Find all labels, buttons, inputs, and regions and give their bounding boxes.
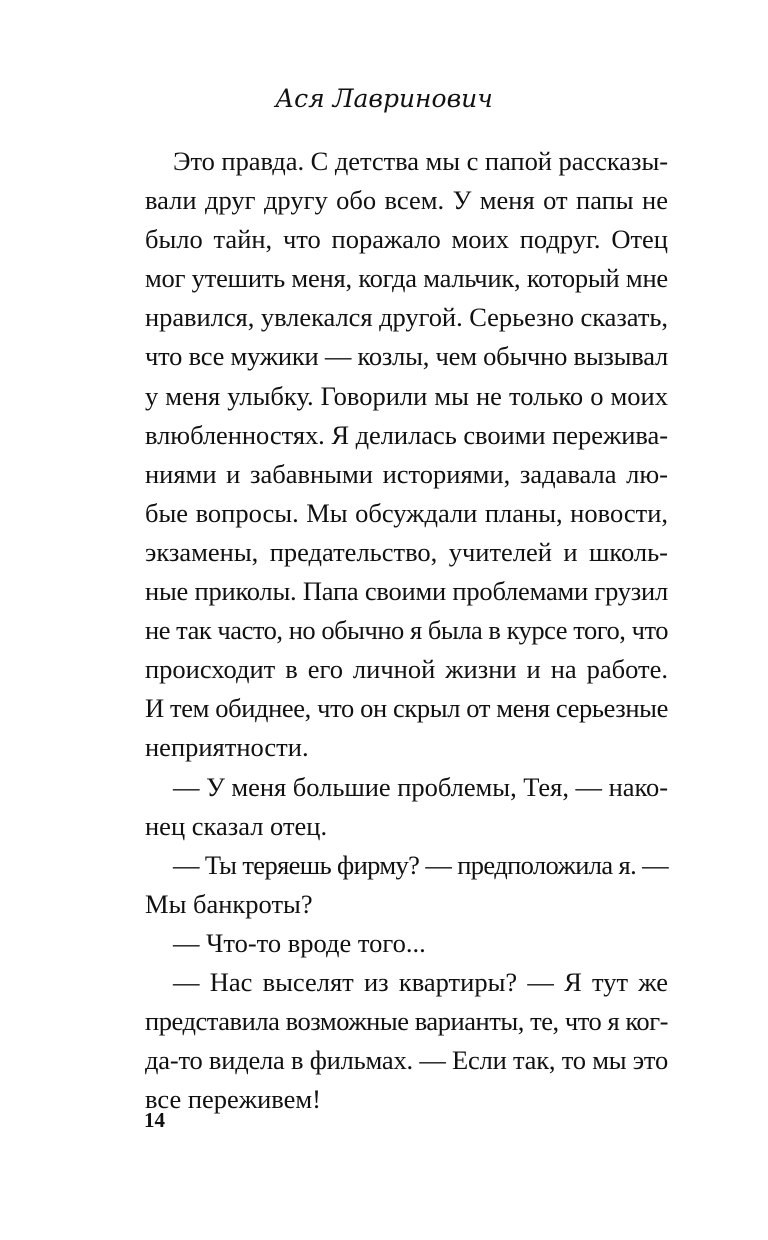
dialogue-paragraph	[145, 846, 668, 924]
text-line: нец сказал отец.	[145, 810, 328, 841]
text-line: — Что-то вроде того...	[173, 927, 426, 958]
text-line: не так часто, но обычно я была в курсе того, что	[145, 615, 668, 646]
paragraph	[145, 142, 668, 768]
text-line: представила возможные варианты, те, что я ког-	[145, 1006, 668, 1037]
text-line: ниями и забавными историями, задавала лю-	[145, 458, 668, 489]
running-head-author: Ася Лавринович	[275, 84, 493, 113]
dialogue-paragraph	[145, 963, 668, 1119]
text-line: все переживем!	[145, 1084, 321, 1115]
text-line: бые вопросы. Мы обсуждали планы, новости,	[145, 497, 668, 528]
text-line: происходит в его личной жизни и на работе.	[145, 654, 668, 685]
text-line: Это правда. С детства мы с папой рассказы-	[173, 146, 668, 176]
text-line: Мы банкроты?	[145, 888, 313, 919]
text-line: экзамены, предательство, учителей и школь-	[145, 536, 668, 567]
text-line: И тем обиднее, что он скрыл от меня серьезные	[145, 693, 668, 724]
text-line: — Нас выселят из квартиры? — Я тут же	[173, 966, 668, 997]
text-line: ные приколы. Папа своими проблемами грузил	[145, 576, 668, 607]
text-line: вали друг другу обо всем. У меня от папы не	[145, 185, 668, 216]
text-line: неприятности.	[145, 732, 309, 763]
text-line: что все мужики — козлы, чем обычно вызывал	[145, 341, 668, 372]
text-line: мог утешить меня, когда мальчик, который мне	[145, 263, 668, 294]
text-line: нравился, увлекался другой. Серьезно сказать,	[145, 302, 668, 333]
page-number: 14	[144, 1108, 165, 1132]
text-line: было тайн, что поражало моих подруг. Отец	[145, 224, 668, 255]
text-line: — Ты теряешь фирму? — предположила я. —	[173, 849, 668, 880]
text-line: у меня улыбку. Говорили мы не только о моих	[145, 380, 668, 411]
page-body-text	[145, 142, 668, 1119]
dialogue-paragraph	[145, 924, 668, 963]
text-line: влюбленностях. Я делилась своими пережива-	[145, 419, 668, 450]
dialogue-paragraph	[145, 768, 668, 846]
text-line: да-то видела в фильмах. — Если так, то мы это	[145, 1045, 668, 1076]
text-line: — У меня большие проблемы, Тея, — нако-	[173, 771, 668, 802]
